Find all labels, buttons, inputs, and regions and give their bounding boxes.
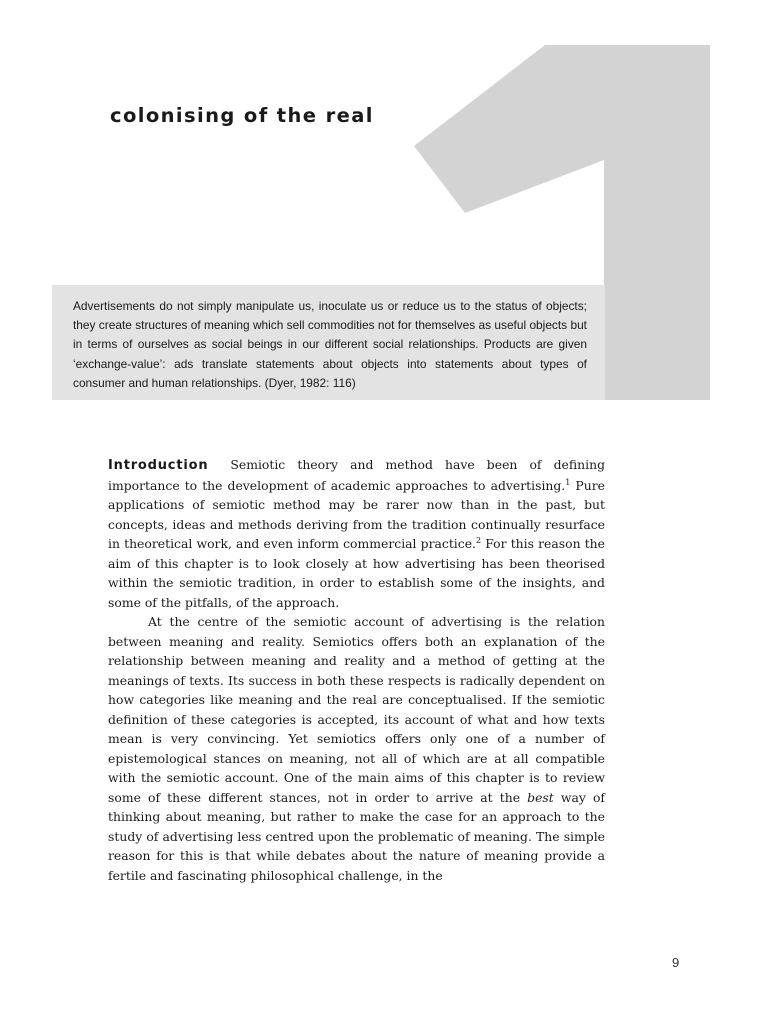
paragraph-2	[108, 612, 605, 885]
body-text	[108, 455, 605, 885]
chapter-title: colonising of the real	[110, 104, 374, 127]
epigraph-quote: Advertisements do not simply manipulate us, inoculate us or reduce us to the status of objects; they create structures of meaning which sell commodities not for themselves as useful objects but in terms of ourselves as social beings in our different social relationships. Products are given ‘exchange-value’: ads translate statements about objects into statements about types of consumer and human relationships. (Dyer, 1982: 116)	[73, 299, 587, 390]
paragraph-1-part-c: For this reason the aim of this chapter is to look closely at how advertising has been theorised within the semiotic tradition, in order to establish some of the insights, and some of the pitfalls, of the approach.	[108, 536, 605, 610]
paragraph-1	[108, 455, 605, 612]
paragraph-1-part-b: Pure applications of semiotic method may be rarer now than in the past, but concepts, ideas and methods deriving from the tradition continually resurface in theoretical work, and even inform commercial practice.	[108, 477, 605, 551]
page-number: 9	[672, 955, 680, 970]
section-heading: Introduction	[108, 458, 209, 473]
chapter-numeral-stem	[604, 45, 710, 400]
footnote-ref-1[interactable]: 1	[565, 477, 571, 487]
emphasis-best: best	[527, 789, 554, 805]
numeral-flag-shape	[414, 45, 604, 213]
footnote-ref-2[interactable]: 2	[476, 535, 482, 545]
paragraph-2-part-a: At the centre of the semiotic account of advertising is the relation between meaning and reality. Semiotics offers both an explanation of the relationship between meaning and reality and a method of getting at the meanings of texts. Its success in both these respects is radically dependent on how categories like meaning and the real are conceptualised. If the semiotic definition of these categories is accepted, its account of what and how texts mean is very convincing. Yet semiotics offers only one of a number of epistemological stances on meaning, not all of which are at all compatible with the semiotic account. One of the main aims of this chapter is to review some of these different stances, not in order to arrive at the	[108, 614, 605, 805]
paragraph-2-part-b: way of thinking about meaning, but rather to make the case for an approach to the study of advertising less centred upon the problematic of meaning. The simple reason for this is that while debates about the nature of meaning provide a fertile and fascinating philosophical challenge, in the	[108, 789, 605, 883]
paragraph-1-part-a: Semiotic theory and method have been of defining importance to the development of academic approaches to advertising.	[108, 457, 605, 493]
